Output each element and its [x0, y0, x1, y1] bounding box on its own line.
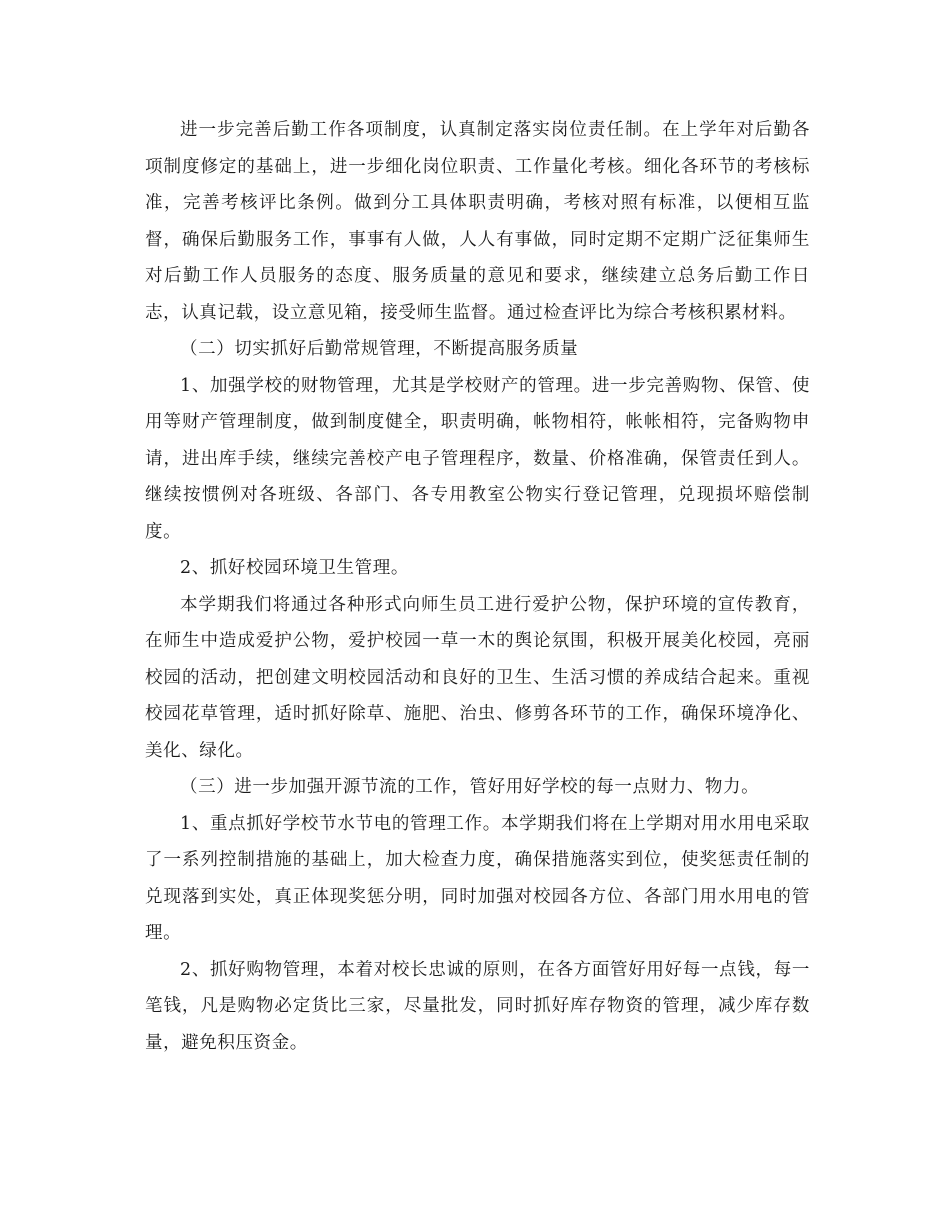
section-heading-2: （二）切实抓好后勤常规管理，不断提高服务质量 — [180, 339, 579, 359]
document-page — [145, 112, 810, 1061]
paragraph-property-management: 1、加强学校的财物管理，尤其是学校财产的管理。进一步完善购物、保管、使用等财产管理制度，做到制度健全，职责明确，帐物相符，帐帐相符，完备购物申请，进出库手续，继续完善校产电子管理程序，数量、价格准确，保管责任到人。继续按惯例对各班级、各部门、各专用教室公物实行登记管理，兑现损坏赔偿制度。 — [145, 375, 810, 542]
paragraph-water-electricity: 1、重点抓好学校节水节电的管理工作。本学期我们将在上学期对用水用电采取了一系列控制措施的基础上，加大检查力度，确保措施落实到位，使奖惩责任制的兑现落到实处，真正体现奖惩分明，同时加强对校园各方位、各部门用水用电的管理。 — [145, 813, 810, 943]
section-heading-3: （三）进一步加强开源节流的工作，管好用好学校的每一点财力、物力。 — [180, 777, 760, 797]
paragraph-campus-environment: 本学期我们将通过各种形式向师生员工进行爱护公物，保护环境的宣传教育，在师生中造成爱护公物，爱护校园一草一木的舆论氛围，积极开展美化校园，亮丽校园的活动，把创建文明校园活动和良好的卫生、生活习惯的养成结合起来。重视校园花草管理，适时抓好除草、施肥、治虫、修剪各环节的工作，确保环境净化、美化、绿化。 — [145, 594, 810, 761]
paragraph-purchasing: 2、抓好购物管理，本着对校长忠诚的原则，在各方面管好用好每一点钱，每一笔钱，凡是购物必定货比三家，尽量批发，同时抓好库存物资的管理，减少库存数量，避免积压资金。 — [145, 959, 810, 1053]
subheading-campus-hygiene: 2、抓好校园环境卫生管理。 — [180, 558, 409, 578]
paragraph-logistics-rules: 进一步完善后勤工作各项制度，认真制定落实岗位责任制。在上学年对后勤各项制度修定的基础上，进一步细化岗位职责、工作量化考核。细化各环节的考核标准，完善考核评比条例。做到分工具体职责明确，考核对照有标准，以便相互监督，确保后勤服务工作，事事有人做，人人有事做，同时定期不定期广泛征集师生对后勤工作人员服务的态度、服务质量的意见和要求，继续建立总务后勤工作日志，认真记载，设立意见箱，接受师生监督。通过检查评比为综合考核积累材料。 — [145, 120, 810, 323]
